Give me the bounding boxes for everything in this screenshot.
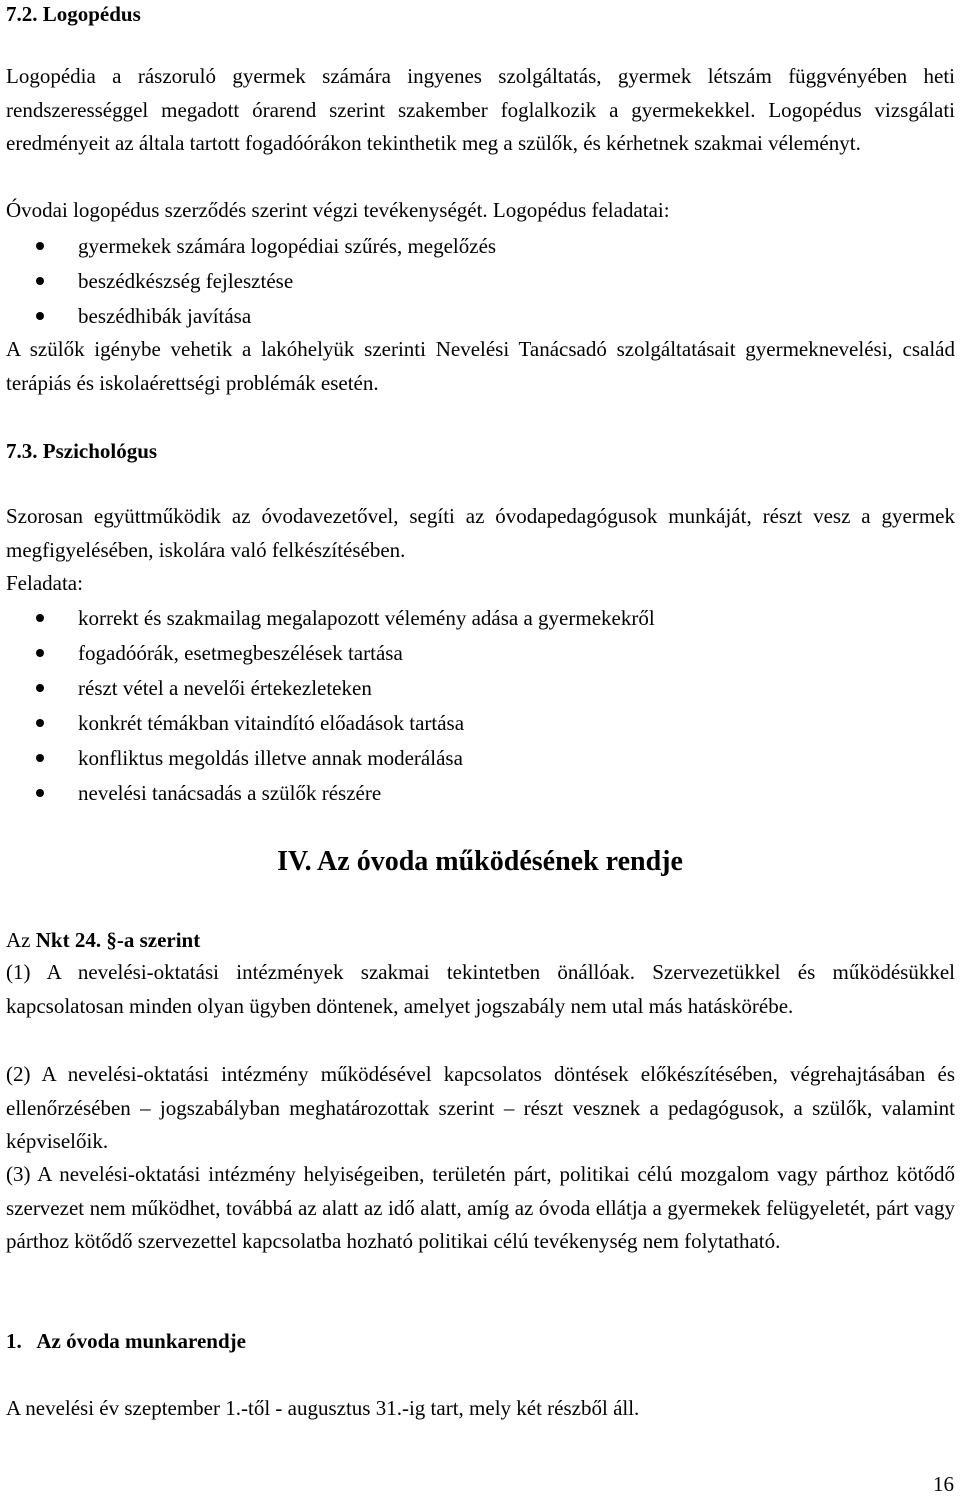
bullet-icon xyxy=(36,649,44,657)
page-number: 16 xyxy=(933,1472,954,1496)
law-paragraph-1: (1) A nevelési-oktatási intézmények szakmai tekintetben önállóak. Szervezetükkel és működésükkel kapcsolatosan minden olyan ügyben döntenek, amelyet jogszabály nem utal más hatáskörébe. xyxy=(6,960,955,1018)
chapter-title: IV. Az óvoda működésének rendje xyxy=(277,846,683,877)
law-paragraph-2: (2) A nevelési-oktatási intézmény működésével kapcsolatos döntések előkészítésében, végrehajtásában és ellenőrzésében – jogszabályban meghatározottak szerint – részt vesznek a pedagógusok, a szülők, valamint képviselőik. xyxy=(6,1062,955,1153)
logopedus-duties-list xyxy=(0,229,496,334)
bullet-icon xyxy=(36,789,44,797)
counseling-paragraph: A szülők igénybe vehetik a lakóhelyük szerinti Nevelési Tanácsadó szolgáltatásait gyermeknevelési, család terápiás és iskolaérettségi problémák esetén. xyxy=(6,337,955,395)
pszichologus-paragraph: Szorosan együttműködik az óvodavezetővel, segíti az óvodapedagógusok munkáját, részt vesz a gyermek megfigyelésében, iskolára való felkészítésében. xyxy=(6,504,955,562)
section-title-pszichologus: 7.3. Pszichológus xyxy=(6,439,158,463)
list-item: beszédkészség fejlesztése xyxy=(0,264,496,299)
list-item: gyermekek számára logopédiai szűrés, megelőzés xyxy=(0,229,496,264)
pszichologus-duties-list xyxy=(0,601,655,811)
list-item: beszédhibák javítása xyxy=(0,299,496,334)
bullet-icon xyxy=(36,614,44,622)
list-item: korrekt és szakmailag megalapozott vélemény adása a gyermekekről xyxy=(0,601,655,636)
list-item: nevelési tanácsadás a szülők részére xyxy=(0,776,655,811)
list-item: fogadóórák, esetmegbeszélések tartása xyxy=(0,636,655,671)
logopedus-paragraph: Logopédia a rászoruló gyermek számára ingyenes szolgáltatás, gyermek létszám függvényében heti rendszerességgel megadott órarend szerint szakember foglalkozik a gyermekekkel. Logopédus vizsgálati eredményeit az általa tartott fogadóórákon tekinthetik meg a szülők, és kérhetnek szakmai véleményt. xyxy=(6,64,955,155)
list-item: konkrét témákban vitaindító előadások tartása xyxy=(0,706,655,741)
list-item: konfliktus megoldás illetve annak moderálása xyxy=(0,741,655,776)
bullet-icon xyxy=(36,754,44,762)
bullet-icon xyxy=(36,684,44,692)
list-item: részt vétel a nevelői értekezleteken xyxy=(0,671,655,706)
bullet-icon xyxy=(36,277,44,285)
bullet-icon xyxy=(36,242,44,250)
pszichologus-duties-label: Feladata: xyxy=(6,571,83,595)
law-reference: Az Nkt 24. §-a szerint xyxy=(6,928,201,952)
law-paragraph-3: (3) A nevelési-oktatási intézmény helyiségeiben, területén párt, politikai célú mozgalom vagy párthoz kötődő szervezet nem működhet, továbbá az alatt az idő alatt, amíg az óvoda ellátja a gyermekek felügyeletét, párt vagy párthoz kötődő szervezettel kapcsolatba hozható politikai célú tevékenység nem folytatható. xyxy=(6,1162,955,1253)
work-order-title: 1. Az óvoda munkarendje xyxy=(6,1329,246,1353)
bullet-icon xyxy=(36,719,44,727)
section-title-logopedus: 7.2. Logopédus xyxy=(6,2,141,26)
work-order-text: A nevelési év szeptember 1.-től - augusztus 31.-ig tart, mely két részből áll. xyxy=(6,1396,640,1420)
logopedus-duties-intro: Óvodai logopédus szerződés szerint végzi tevékenységét. Logopédus feladatai: xyxy=(6,198,670,222)
bullet-icon xyxy=(36,312,44,320)
